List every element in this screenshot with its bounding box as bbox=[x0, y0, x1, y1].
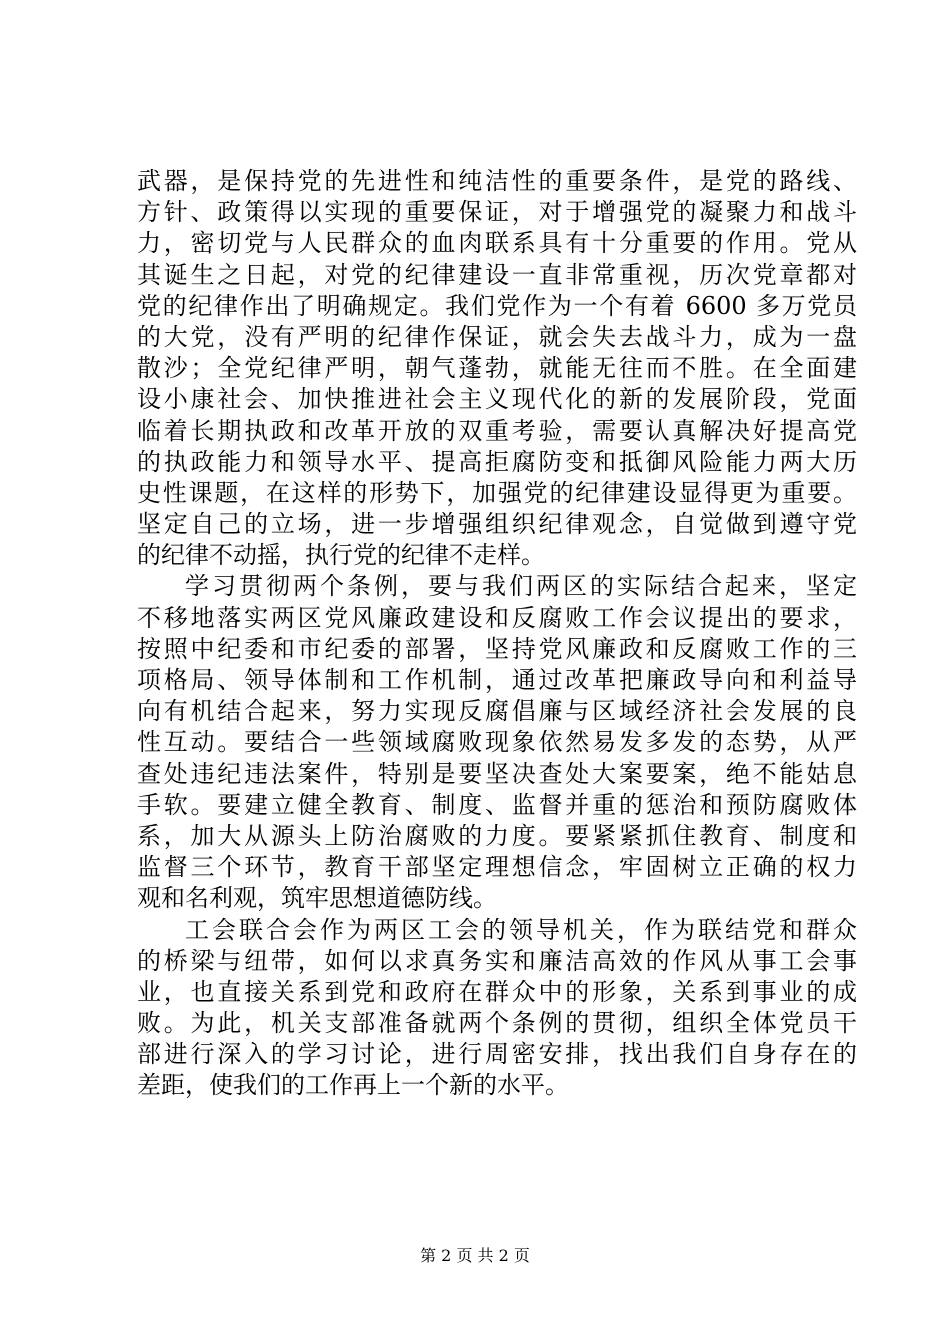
text-line: 差距，使我们的工作再上一个新的水平。 bbox=[137, 1071, 569, 1100]
text-line: 监督三个环节，教育干部坚定理想信念，牢固树立正确的权力 bbox=[137, 853, 857, 882]
text-line: 系，加大从源头上防治腐败的力度。要紧紧抓住教育、制度和 bbox=[137, 821, 857, 850]
paragraph bbox=[137, 571, 857, 914]
text-line: 的执政能力和领导水平、提高拒腐防变和抵御风险能力两大历 bbox=[137, 447, 857, 476]
text-line: 按照中纪委和市纪委的部署，坚持党风廉政和反腐败工作的三 bbox=[137, 634, 857, 663]
text-line: 败。为此，机关支部准备就两个条例的贯彻，组织全体党员干 bbox=[137, 1009, 857, 1038]
text-line: 的桥梁与纽带，如何以求真务实和廉洁高效的作风从事工会事 bbox=[137, 946, 857, 975]
document-body bbox=[137, 166, 857, 1102]
text-line: 项格局、领导体制和工作机制，通过改革把廉政导向和利益导 bbox=[137, 666, 857, 694]
page-footer: 第 2 页 共 2 页 bbox=[420, 1246, 530, 1265]
text-line: 不移地落实两区党风廉政建设和反腐败工作会议提出的要求， bbox=[137, 603, 857, 632]
text-line: 力，密切党与人民群众的血肉联系具有十分重要的作用。党从 bbox=[137, 229, 857, 258]
text-line: 党的纪律作出了明确规定。我们党作为一个有着 6600 多万党员 bbox=[137, 291, 857, 320]
text-line: 的大党，没有严明的纪律作保证，就会失去战斗力，成为一盘 bbox=[137, 322, 857, 351]
text-line: 查处违纪违法案件，特别是要坚决查处大案要案，绝不能姑息 bbox=[137, 759, 857, 788]
text-line: 坚定自己的立场，进一步增强组织纪律观念，自觉做到遵守党 bbox=[137, 510, 857, 539]
text-line: 学习贯彻两个条例，要与我们两区的实际结合起来，坚定 bbox=[185, 572, 857, 601]
text-line: 散沙；全党纪律严明，朝气蓬勃，就能无往而不胜。在全面建 bbox=[137, 354, 857, 383]
paragraph bbox=[137, 915, 857, 1102]
text-line: 史性课题，在这样的形势下，加强党的纪律建设显得更为重要。 bbox=[137, 478, 857, 507]
text-line: 设小康社会、加快推进社会主义现代化的新的发展阶段，党面 bbox=[137, 385, 857, 414]
text-line: 工会联合会作为两区工会的领导机关，作为联结党和群众 bbox=[185, 915, 857, 944]
text-line: 性互动。要结合一些领域腐败现象依然易发多发的态势，从严 bbox=[137, 728, 857, 757]
text-line: 业，也直接关系到党和政府在群众中的形象，关系到事业的成 bbox=[137, 977, 857, 1006]
text-line: 观和名利观，筑牢思想道德防线。 bbox=[137, 884, 497, 913]
text-line: 方针、政策得以实现的重要保证，对于增强党的凝聚力和战斗 bbox=[137, 198, 857, 227]
text-line: 武器，是保持党的先进性和纯洁性的重要条件，是党的路线、 bbox=[137, 167, 857, 195]
paragraph bbox=[137, 166, 857, 571]
text-line: 其诞生之日起，对党的纪律建设一直非常重视，历次党章都对 bbox=[137, 260, 857, 289]
text-line: 的纪律不动摇，执行党的纪律不走样。 bbox=[137, 541, 545, 570]
text-line: 临着长期执政和改革开放的双重考验，需要认真解决好提高党 bbox=[137, 416, 857, 445]
text-line: 向有机结合起来，努力实现反腐倡廉与区域经济社会发展的良 bbox=[137, 697, 857, 726]
text-line: 部进行深入的学习讨论，进行周密安排，找出我们自身存在的 bbox=[137, 1040, 857, 1069]
text-line: 手软。要建立健全教育、制度、监督并重的惩治和预防腐败体 bbox=[137, 790, 857, 819]
